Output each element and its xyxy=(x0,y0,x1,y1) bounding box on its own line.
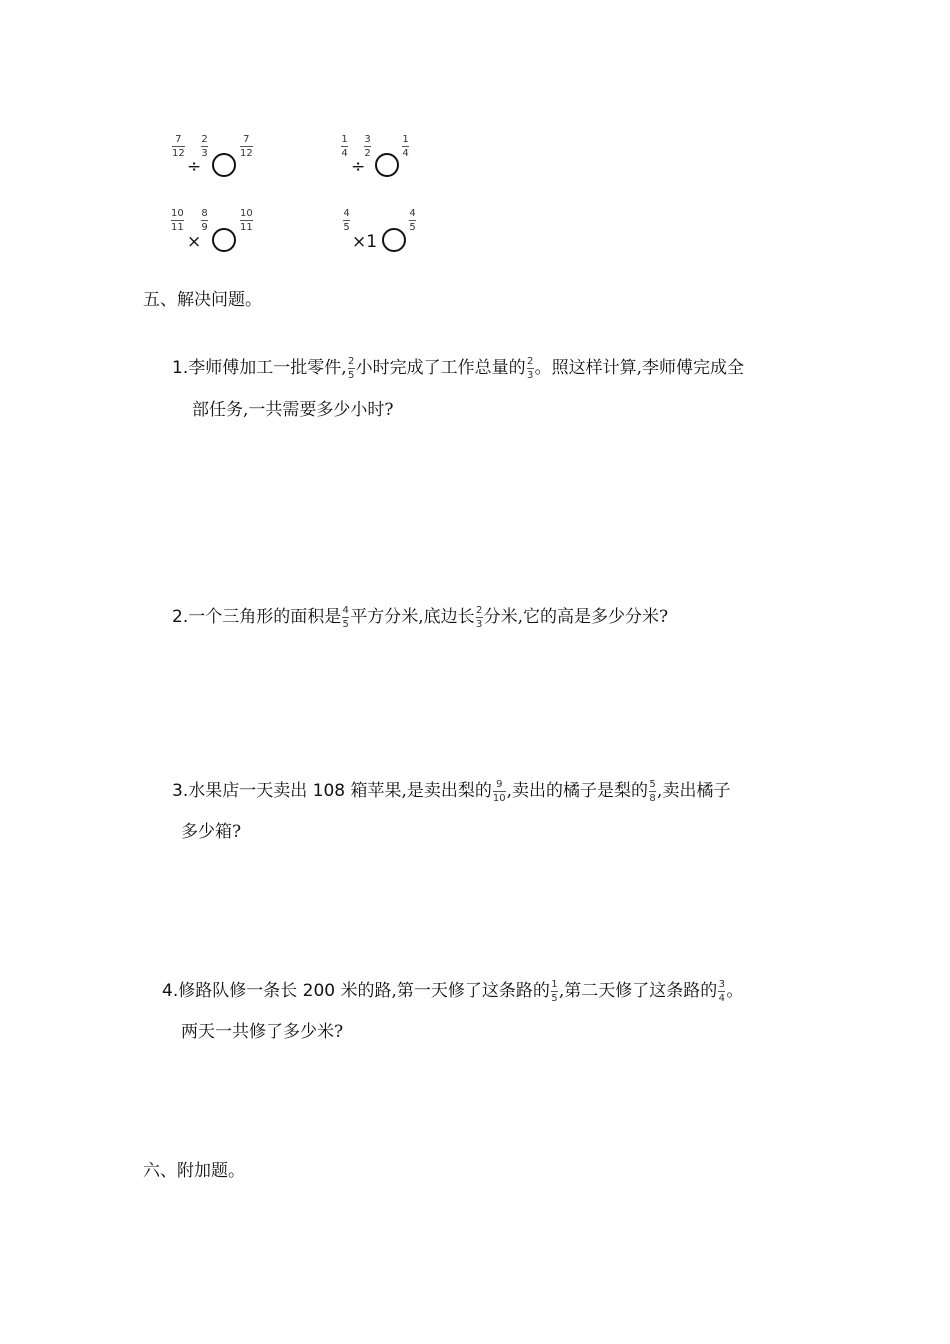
fraction: 4 5 xyxy=(343,208,350,233)
fraction: 2 3 xyxy=(201,134,208,159)
question-4-line-2: 两天一共修了多少米? xyxy=(181,1022,344,1042)
question-3-line-1: 3.水果店一天卖出 108 箱苹果,是卖出梨的 $\frac{9}{10}$ ,卖出的橘子是梨的 $\frac{5}{8}$ ,卖出橘子 xyxy=(172,779,731,804)
fraction: $\frac{9}{10}$ xyxy=(492,779,506,804)
question-3-line-2: 多少箱? xyxy=(181,822,242,842)
fraction: 10 11 xyxy=(240,208,253,233)
fraction: 1 4 xyxy=(402,134,409,159)
fraction: 8 9 xyxy=(201,208,208,233)
question-1-line-2: 部任务,一共需要多少小时? xyxy=(192,400,394,420)
fraction: $\frac{2}{3}$ xyxy=(526,356,534,381)
compare-circle-blank[interactable] xyxy=(212,153,236,177)
fraction: $\frac{1}{5}$ xyxy=(551,979,558,1004)
fraction: $\frac{3}{4}$ xyxy=(718,979,725,1004)
section-six-title: 六、附加题。 xyxy=(143,1161,245,1181)
question-number: 2. xyxy=(172,607,189,627)
compare-circle-blank[interactable] xyxy=(382,228,406,252)
fraction: 4 5 xyxy=(409,208,416,233)
multiply-one-operator: ×1 xyxy=(352,232,378,252)
fraction: 1 4 xyxy=(341,134,348,159)
question-1-line-1: 1.李师傅加工一批零件, $\frac{2}{5}$ 小时完成了工作总量的 $\frac{2}{3}$ 。照这样计算,李师傅完成全 xyxy=(172,356,745,381)
divide-operator: ÷ xyxy=(351,157,366,177)
fraction: $\frac{5}{8}$ xyxy=(649,779,656,804)
fraction: $\frac{2}{3}$ xyxy=(475,605,483,630)
fraction: $\frac{2}{5}$ xyxy=(347,356,355,381)
divide-operator: ÷ xyxy=(187,157,202,177)
fraction: 7 12 xyxy=(240,134,253,159)
fraction: 7 12 xyxy=(172,134,185,159)
fraction: 10 11 xyxy=(171,208,184,233)
fraction: $\frac{4}{5}$ xyxy=(342,605,349,630)
question-4-line-1: 4.修路队修一条长 200 米的路,第一天修了这条路的 $\frac{1}{5}$ ,第二天修了这条路的 $\frac{3}{4}$ 。 xyxy=(162,979,744,1004)
section-five-title: 五、解决问题。 xyxy=(143,290,262,310)
question-2-line-1: 2.一个三角形的面积是 $\frac{4}{5}$ 平方分米,底边长 $\frac{2}{3}$ 分米,它的高是多少分米? xyxy=(172,605,669,630)
multiply-operator: × xyxy=(187,232,202,252)
compare-circle-blank[interactable] xyxy=(212,228,236,252)
question-number: 3. xyxy=(172,781,189,801)
question-number: 1. xyxy=(172,358,189,378)
question-number: 4. xyxy=(162,981,179,1001)
compare-circle-blank[interactable] xyxy=(375,153,399,177)
fraction: 3 2 xyxy=(364,134,371,159)
